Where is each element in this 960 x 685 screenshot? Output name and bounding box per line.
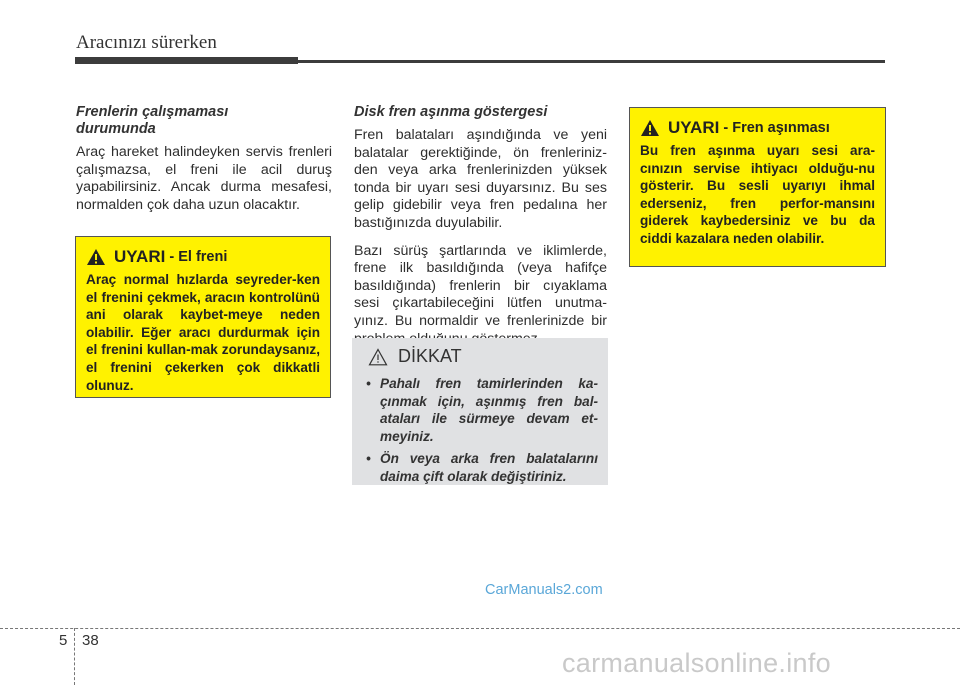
carmanuals2-watermark[interactable]: CarManuals2.com <box>485 582 603 598</box>
footer-divider <box>74 628 75 685</box>
disc-wear-paragraph-1: Fren balataları aşındığında ve yeni balatalar gerektiğinde, ön frenleriniz-den veya arka frenlerinizden yüksek tonda bir uyarı sesi duyarsınız. Bu ses gelip gidebilir veya fren pedalına her bastığınızda duyulabilir. <box>354 127 607 231</box>
caution-item-text: Pahalı fren tamirlerinden ka-çınmak için, aşınmış fren bal-ataları ile sürmeye devam et-meyiniz. <box>380 376 598 444</box>
parking-brake-warning-box <box>75 236 331 398</box>
warning-subject: - El freni <box>165 249 228 265</box>
caution-title <box>366 346 598 367</box>
caution-label: DİKKAT <box>398 346 462 366</box>
parking-brake-warning-text: Araç normal hızlarda seyreder-ken el frenini çekmek, aracın kontrolünü ani olarak kaybet-meye neden olabilir. Eğer aracı durdurmak için el frenini kullan-mak zorundaysanız, el frenini çekerken çok dikkatli olunuz. <box>86 272 320 393</box>
bullet-icon: • <box>366 376 371 391</box>
footer-rule <box>0 628 960 629</box>
middle-column <box>354 104 607 358</box>
brake-failure-heading-line2: durumunda <box>76 121 156 137</box>
section-number: 5 <box>59 632 68 649</box>
header-title: Aracınızı sürerken <box>76 32 217 53</box>
caution-item <box>366 450 598 485</box>
site-watermark[interactable]: carmanualsonline.info <box>562 648 831 678</box>
caution-box <box>352 338 608 485</box>
left-column <box>76 104 332 224</box>
brake-wear-warning-text: Bu fren aşınma uyarı sesi ara-cınızın servise ihtiyacı olduğu-nu gösterir. Bu sesli uyarıyı ihmal ederseniz, fren perfor-mansını giderek kaybedersiniz ve bu da ciddi kazalara neden olabilir. <box>640 143 875 246</box>
warning-subject: - Fren aşınması <box>719 120 830 136</box>
brake-failure-heading-line1: Frenlerin çalışmaması <box>76 104 229 120</box>
warning-label: UYARI <box>114 247 166 266</box>
parking-brake-warning-title <box>86 247 320 267</box>
warning-triangle-icon <box>86 248 106 266</box>
brake-wear-warning-title <box>640 118 875 138</box>
brake-failure-heading <box>76 104 332 138</box>
caution-triangle-icon <box>368 348 388 366</box>
page-number: 38 <box>82 632 99 649</box>
caution-item-text: Ön veya arka fren balatalarını daima çift olarak değiştiriniz. <box>380 451 598 484</box>
brake-failure-paragraph: Araç hareket halindeyken servis frenleri çalışmazsa, el freni ile acil duruş yapabilirsiniz. Ancak durma mesafesi, normalden çok daha uzun olacaktır. <box>76 144 332 213</box>
header-rule-accent <box>75 57 298 64</box>
disc-wear-indicator-heading: Disk fren aşınma göstergesi <box>354 104 548 120</box>
warning-triangle-icon <box>640 119 660 137</box>
bullet-icon: • <box>366 451 371 466</box>
caution-item <box>366 375 598 445</box>
brake-wear-warning-box <box>629 107 886 267</box>
disc-wear-paragraph-2: Bazı sürüş şartlarında ve iklimlerde, frene ilk basıldığında (veya hafifçe basıldığında) frenlerin bir cıyaklama sesi çıkartabileceğini lütfen unutma-yınız. Bu normaldir ve frenlerinizde bir <box>354 242 607 329</box>
warning-label: UYARI <box>668 118 720 137</box>
